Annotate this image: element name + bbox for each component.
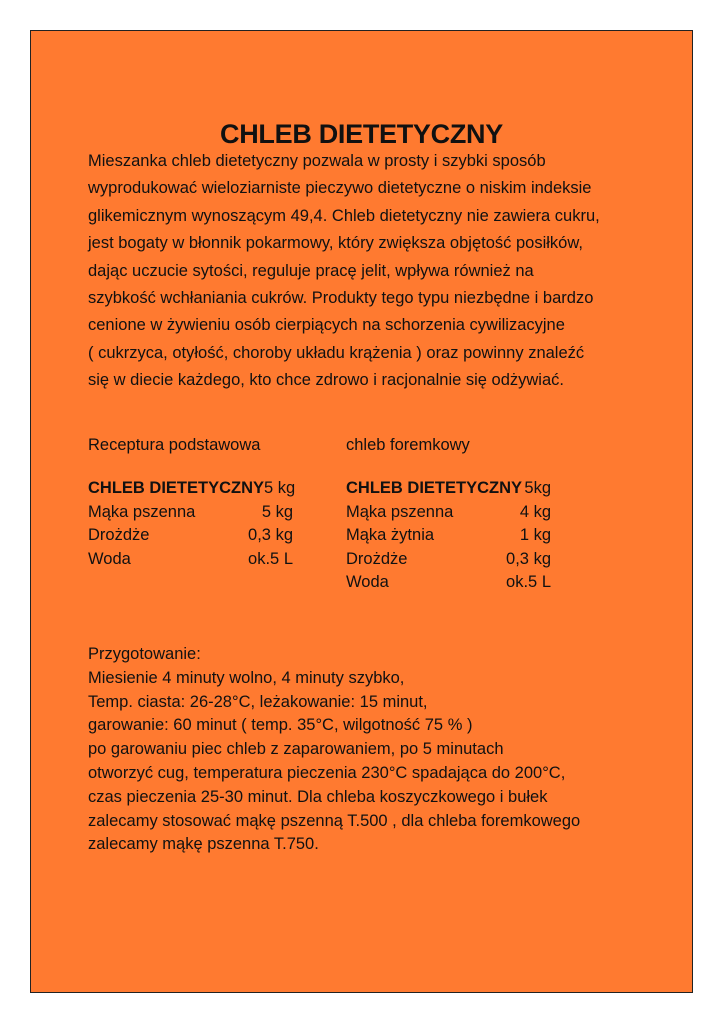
intro-line: się w diecie każdego, kto chce zdrowo i racjonalnie się odżywiać. [88, 371, 564, 390]
ingredient-amount: 5 kg [264, 479, 296, 497]
preparation-section [88, 643, 658, 857]
intro-line: szybkość wchłaniania cukrów. Produkty tego typu niezbędne i bardzo [88, 289, 594, 308]
recipe-row [88, 524, 293, 548]
recipe-basic-heading: Receptura podstawowa [88, 436, 261, 454]
recipe-tin-list [346, 477, 551, 595]
ingredient-name: Drożdże [88, 526, 150, 544]
recipe-tin-heading: chleb foremkowy [346, 436, 470, 454]
intro-paragraph [88, 148, 648, 395]
recipe-basic-list [88, 477, 296, 571]
recipe-row [88, 501, 293, 525]
ingredient-amount: 5 kg [261, 502, 293, 521]
ingredient-name: Mąka pszenna [88, 502, 196, 521]
ingredient-name: Mąka pszenna [346, 502, 454, 521]
intro-line: Mieszanka chleb dietetyczny pozwala w prosty i szybki sposób [88, 152, 546, 170]
ingredient-name: Mąka żytnia [346, 526, 435, 544]
ingredient-name: CHLEB DIETETYCZNY [88, 479, 265, 497]
recipe-row [346, 477, 551, 501]
ingredient-name: CHLEB DIETETYCZNY [346, 479, 523, 497]
preparation-line: zalecamy stosować mąkę pszenną T.500 , dla chleba foremkowego [88, 811, 581, 830]
recipe-row [346, 524, 551, 548]
preparation-line: garowanie: 60 minut ( temp. 35°C, wilgotność 75 % ) [88, 716, 473, 735]
preparation-line: Temp. ciasta: 26-28°C, leżakowanie: 15 minut, [88, 692, 428, 711]
ingredient-amount: 5kg [524, 479, 551, 497]
preparation-line: Miesienie 4 minuty wolno, 4 minuty szybko, [88, 668, 405, 687]
preparation-heading: Przygotowanie: [88, 645, 201, 663]
recipe-row [88, 548, 293, 572]
preparation-line: czas pieczenia 25-30 minut. Dla chleba koszyczkowego i bułek [88, 787, 548, 806]
ingredient-name: Woda [346, 573, 389, 591]
page-frame [30, 30, 693, 993]
preparation-line: po garowaniu piec chleb z zaparowaniem, po 5 minutach [88, 740, 504, 759]
ingredient-amount: 1 kg [519, 526, 551, 544]
intro-line: glikemicznym wynoszącym 49,4. Chleb dietetyczny nie zawiera cukru, [88, 206, 600, 225]
ingredient-amount: ok.5 L [506, 573, 551, 591]
ingredient-amount: 4 kg [519, 502, 551, 521]
recipe-row [346, 501, 551, 525]
preparation-line: otworzyć cug, temperatura pieczenia 230°C spadająca do 200°C, [88, 763, 566, 782]
preparation-line: zalecamy mąkę pszenna T.750. [88, 835, 319, 854]
intro-line: dając uczucie sytości, reguluje pracę jelit, wpływa również na [88, 261, 534, 280]
recipe-row [346, 548, 551, 572]
ingredient-amount: ok.5 L [248, 549, 293, 568]
intro-line: jest bogaty w błonnik pokarmowy, który zwiększa objętość posiłków, [88, 234, 583, 253]
intro-line: cenione w żywieniu osób cierpiących na schorzenia cywilizacyjne [88, 316, 565, 335]
page-title: CHLEB DIETETYCZNY [220, 119, 503, 149]
ingredient-name: Drożdże [346, 549, 408, 568]
intro-line: ( cukrzyca, otyłość, choroby układu krążenia ) oraz powinny znaleźć [88, 343, 585, 362]
recipe-row [346, 571, 551, 595]
ingredient-amount: 0,3 kg [506, 549, 551, 568]
ingredient-amount: 0,3 kg [248, 526, 293, 544]
recipe-row [88, 477, 296, 501]
intro-line: wyprodukować wieloziarniste pieczywo dietetyczne o niskim indeksie [88, 179, 592, 198]
ingredient-name: Woda [88, 549, 131, 568]
